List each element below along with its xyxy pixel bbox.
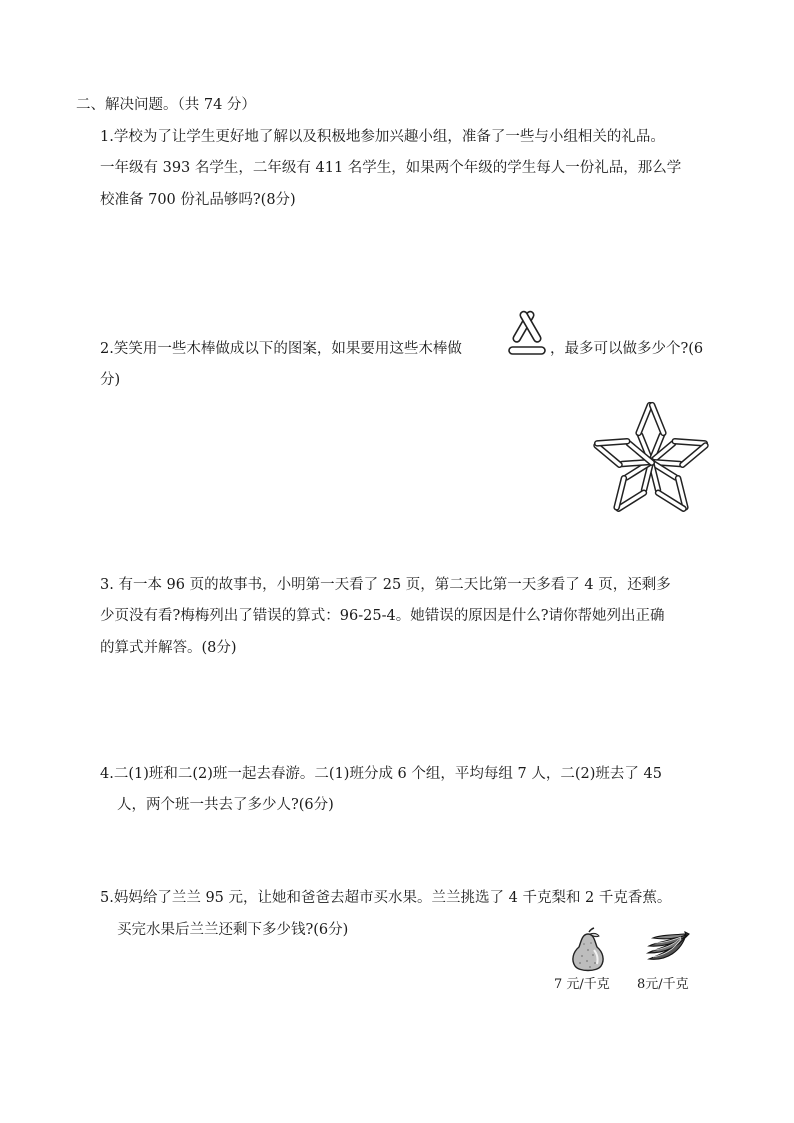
problem-3-line-3: 的算式并解答。(8分) bbox=[100, 640, 237, 656]
problem-1-line-1: 1.学校为了让学生更好地了解以及积极地参加兴趣小组，准备了一些与小组相关的礼品。 bbox=[100, 129, 665, 145]
stick-triangle-icon bbox=[504, 318, 550, 358]
problem-1-line-2: 一年级有 393 名学生，二年级有 411 名学生，如果两个年级的学生每人一份礼品，那么学 bbox=[100, 160, 682, 176]
problem-5-line-2: 买完水果后兰兰还剩下多少钱?(6分) bbox=[117, 922, 349, 938]
section-title: 二、解决问题。（共 74 分） bbox=[76, 97, 256, 113]
pear-icon bbox=[568, 928, 608, 972]
banana-icon bbox=[645, 929, 691, 965]
problem-4-line-2: 人，两个班一共去了多少人?(6分) bbox=[117, 797, 334, 813]
stick-flower-figure bbox=[588, 402, 718, 532]
problem-2-line-1a: 2.笑笑用一些木棒做成以下的图案，如果要用这些木棒做 bbox=[100, 341, 462, 357]
problem-3-line-1: 3. 有一本 96 页的故事书，小明第一天看了 25 页，第二天比第一天多看了 4 页，还剩多 bbox=[100, 577, 671, 593]
problem-5-line-1: 5.妈妈给了兰兰 95 元，让她和爸爸去超市买水果。兰兰挑选了 4 千克梨和 2 千克香蕉。 bbox=[100, 890, 672, 906]
banana-price: 8元/千克 bbox=[637, 977, 689, 992]
problem-2-line-1b: ，最多可以做多少个?(6 bbox=[550, 341, 704, 357]
problem-2-line-2: 分) bbox=[100, 372, 121, 388]
pear-price: 7 元/千克 bbox=[554, 977, 610, 992]
problem-3-line-2: 少页没有看?梅梅列出了错误的算式：96-25-4。她错误的原因是什么?请你帮她列出正确 bbox=[100, 608, 665, 624]
problem-4-line-1: 4.二(1)班和二(2)班一起去春游。二(1)班分成 6 个组，平均每组 7 人，二(2)班去了 45 bbox=[100, 766, 662, 782]
problem-1-line-3: 校准备 700 份礼品够吗?(8分) bbox=[100, 192, 296, 208]
